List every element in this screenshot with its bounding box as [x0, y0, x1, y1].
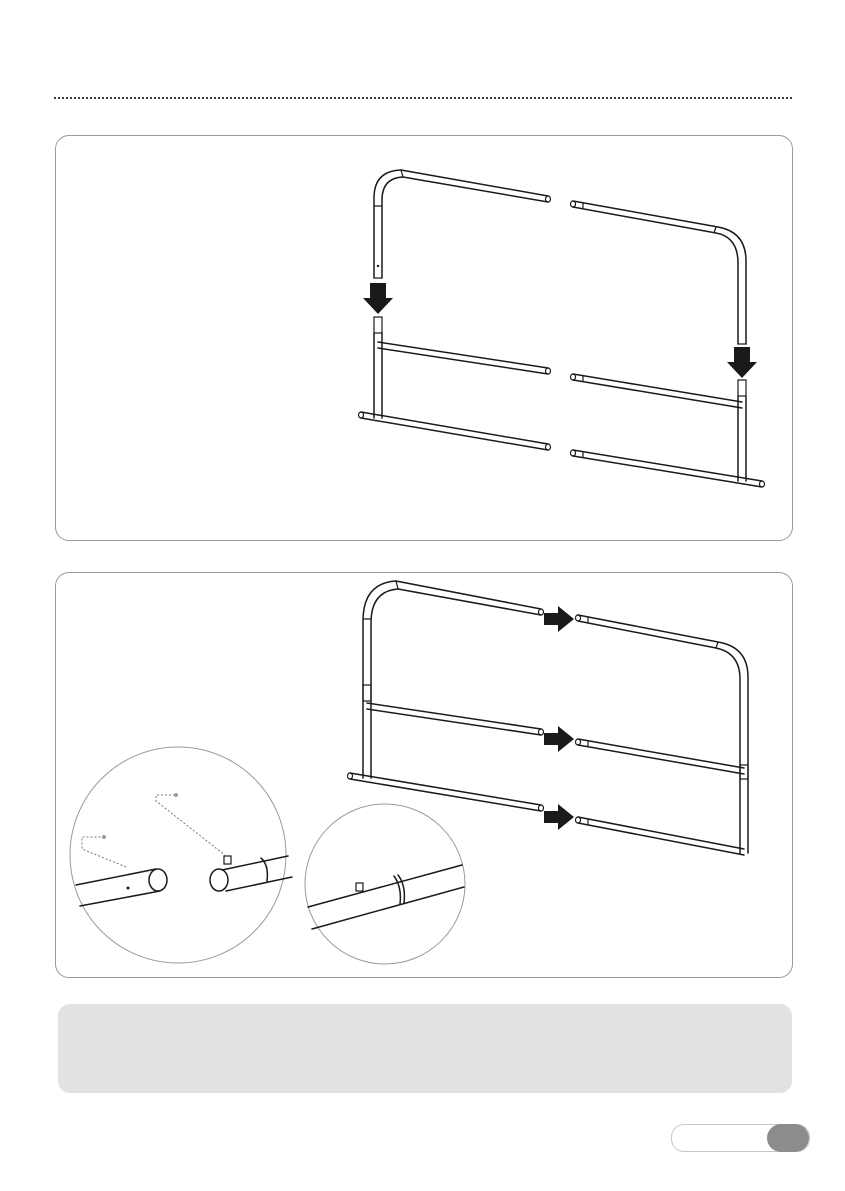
arrow-right-icon: [544, 804, 574, 830]
right-upper-arch: [571, 201, 747, 344]
arrow-down-icon: [727, 347, 757, 378]
dotted-divider: [54, 97, 792, 99]
arrow-right-icon: [544, 726, 574, 752]
note-box: [58, 1004, 792, 1093]
step-1-panel: [55, 135, 793, 541]
left-frame: [348, 581, 544, 811]
right-lower-frame: [571, 374, 765, 487]
page-number-badge: [767, 1124, 809, 1152]
arrow-down-icon: [363, 283, 393, 314]
left-upper-arch: [374, 170, 551, 278]
step-2-panel: [55, 572, 793, 978]
arrow-right-icon: [544, 606, 574, 632]
right-frame: [576, 615, 749, 855]
step-2-illustration: [56, 573, 792, 977]
step-1-illustration: [56, 136, 792, 540]
detail-circle-locked: [305, 804, 465, 964]
detail-circle-unlocked: [70, 747, 292, 963]
left-lower-frame: [359, 317, 551, 450]
